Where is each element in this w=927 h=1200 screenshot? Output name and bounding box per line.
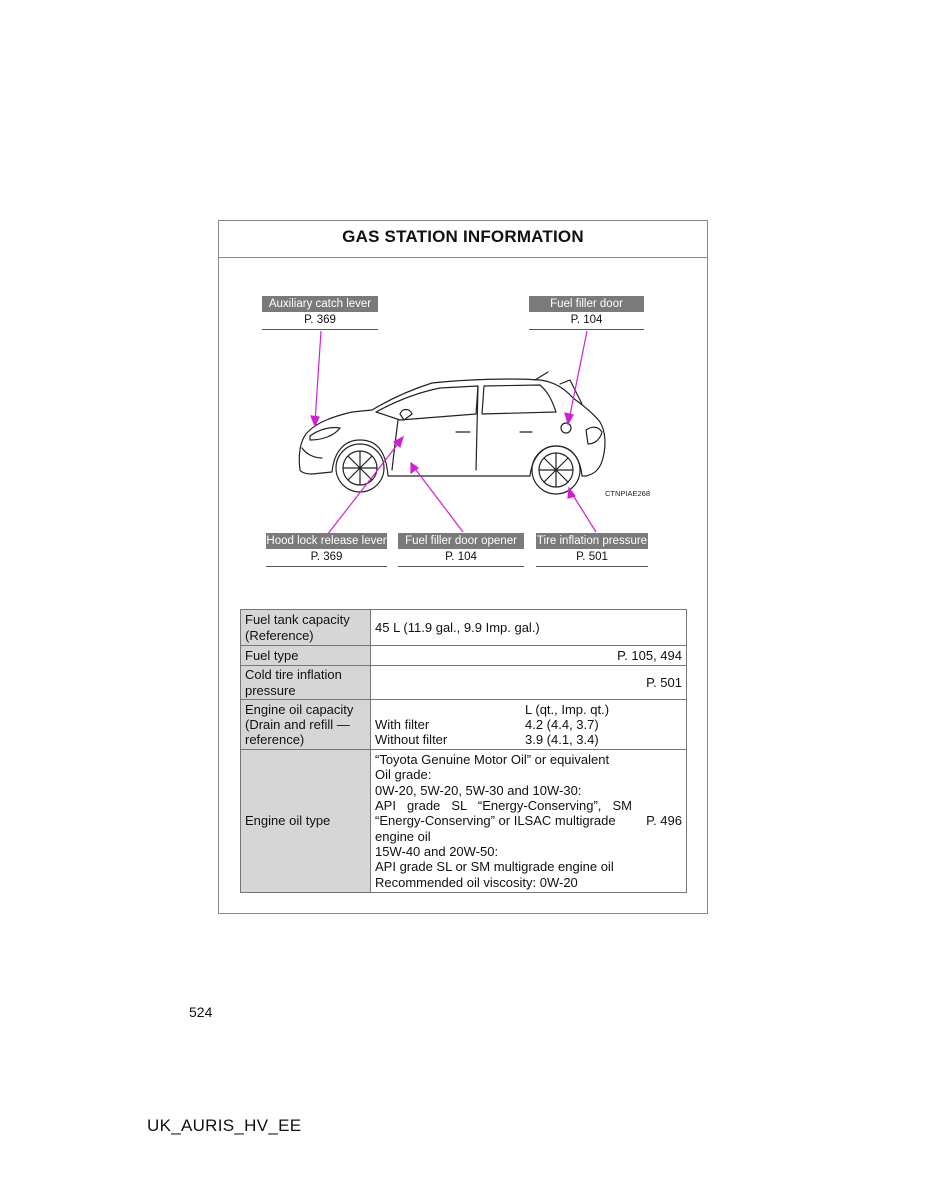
without-filter-value: 3.9 (4.1, 3.4) bbox=[525, 732, 599, 748]
callout-hood-lock-release-lever bbox=[266, 533, 387, 567]
callout-label: Fuel filler door bbox=[529, 296, 644, 312]
callout-page-ref: P. 369 bbox=[262, 312, 378, 330]
oil-type-line: “Energy-Conserving” or ILSAC multigrade bbox=[375, 813, 616, 829]
front-wheel bbox=[336, 444, 384, 492]
row-head-fuel-tank: Fuel tank capacity (Reference) bbox=[241, 610, 371, 646]
table-row bbox=[241, 700, 687, 750]
oil-type-line: API grade SL or SM multigrade engine oil bbox=[375, 859, 614, 875]
car-rear-hatch bbox=[560, 380, 582, 404]
callout-fuel-filler-door bbox=[529, 296, 644, 330]
callout-label: Tire inflation pressure bbox=[536, 535, 648, 547]
table-row bbox=[241, 610, 687, 646]
with-filter-value: 4.2 (4.4, 3.7) bbox=[525, 716, 599, 732]
oil-capacity-unit: L (qt., Imp. qt.) bbox=[525, 701, 610, 717]
car-side-mirror bbox=[400, 410, 412, 421]
car-body-outline bbox=[299, 379, 605, 476]
row-head-engine-oil-type: Engine oil type bbox=[241, 750, 371, 893]
table-row bbox=[241, 646, 687, 666]
engine-oil-capacity-cell bbox=[371, 700, 687, 750]
section-title: GAS STATION INFORMATION bbox=[219, 221, 707, 258]
row-head-cold-tire: Cold tire inflation pressure bbox=[241, 666, 371, 700]
page-number: 524 bbox=[189, 1004, 213, 1020]
callout-label: Fuel filler door opener bbox=[398, 533, 524, 549]
cold-tire-ref: P. 501 bbox=[371, 666, 687, 700]
table-row bbox=[241, 750, 687, 893]
oil-type-line: Recommended oil viscosity: 0W-20 bbox=[375, 874, 578, 890]
table-row bbox=[241, 666, 687, 700]
engine-oil-type-cell bbox=[371, 750, 687, 893]
callout-auxiliary-catch-lever bbox=[262, 296, 378, 330]
leader-aux-catch bbox=[315, 331, 321, 422]
callout-fuel-filler-door-opener bbox=[398, 533, 524, 567]
fuel-tank-value: 45 L (11.9 gal., 9.9 Imp. gal.) bbox=[371, 610, 687, 646]
oil-type-line: “Toyota Genuine Motor Oil” or equivalent bbox=[375, 752, 610, 768]
leader-tire bbox=[571, 492, 596, 532]
row-head-fuel-type: Fuel type bbox=[241, 646, 371, 666]
fuel-filler-door-shape bbox=[561, 423, 571, 433]
oil-type-line: engine oil bbox=[375, 828, 431, 844]
car-headlight bbox=[310, 427, 340, 440]
callout-tire-inflation-pressure bbox=[536, 533, 648, 567]
car-window-line bbox=[376, 386, 478, 420]
rear-wheel bbox=[532, 446, 580, 494]
engine-oil-type-ref: P. 496 bbox=[646, 813, 682, 829]
with-filter-label: With filter bbox=[375, 716, 430, 732]
spec-table bbox=[240, 609, 687, 893]
car-roof-spoiler bbox=[535, 372, 548, 380]
oil-type-line: API grade SL “Energy-Conserving”, SM bbox=[375, 798, 632, 814]
callout-label: Auxiliary catch lever bbox=[262, 296, 378, 312]
callout-page-ref: P. 501 bbox=[536, 549, 648, 567]
car-grille bbox=[302, 448, 322, 458]
without-filter-label: Without filter bbox=[375, 732, 448, 748]
car-rear-window bbox=[482, 385, 556, 414]
image-code: CTNPIAE268 bbox=[605, 489, 651, 498]
callout-page-ref: P. 104 bbox=[398, 549, 524, 567]
callout-page-ref: P. 369 bbox=[266, 549, 387, 567]
oil-type-line: 0W-20, 5W-20, 5W-30 and 10W-30: bbox=[375, 782, 582, 798]
oil-type-line: Oil grade: bbox=[375, 767, 432, 783]
row-head-engine-oil-capacity: Engine oil capacity (Drain and refill — reference) bbox=[241, 700, 371, 750]
callout-label: Hood lock release lever bbox=[266, 535, 387, 547]
callout-page-ref: P. 104 bbox=[529, 312, 644, 330]
car-taillight bbox=[586, 427, 602, 444]
leader-hood-lock bbox=[327, 440, 401, 535]
document-code: UK_AURIS_HV_EE bbox=[147, 1116, 302, 1135]
oil-type-line: 15W-40 and 20W-50: bbox=[375, 843, 499, 859]
fuel-type-ref: P. 105, 494 bbox=[371, 646, 687, 666]
